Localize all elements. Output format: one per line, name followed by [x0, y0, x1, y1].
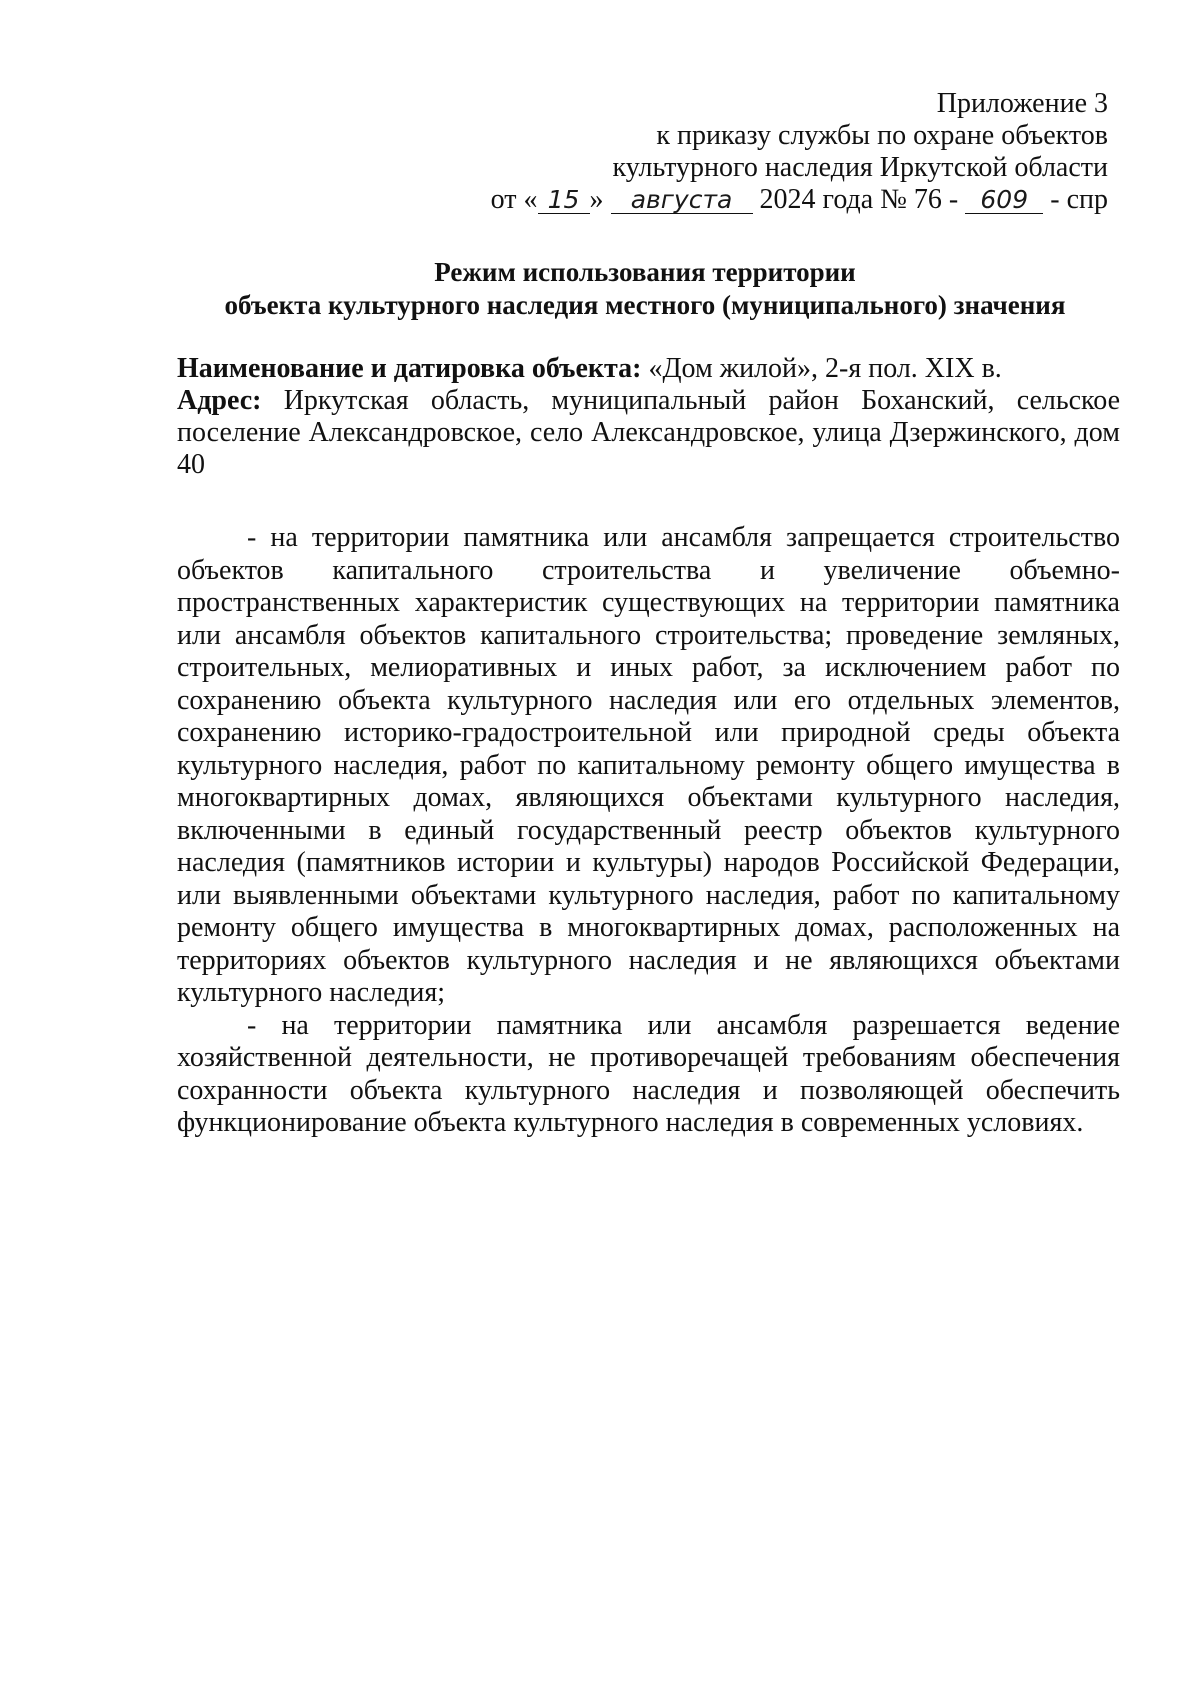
object-address-row	[177, 385, 1120, 481]
appendix-number: Приложение 3	[936, 88, 1108, 119]
object-address-label: Адрес:	[177, 385, 262, 416]
doc-suffix: - спр	[1050, 184, 1108, 215]
date-prefix: от «	[490, 184, 538, 215]
object-name-label: Наименование и датировка объекта:	[177, 353, 642, 384]
handwritten-doc-number: 609	[965, 187, 1043, 214]
document-title	[170, 256, 1120, 322]
object-name-row	[177, 353, 1120, 385]
handwritten-day: 15	[538, 187, 590, 214]
appendix-authority: культурного наследия Иркутской области	[612, 152, 1108, 183]
usage-regime-text	[177, 522, 1120, 1140]
title-line-2: объекта культурного наследия местного (муниципального) значения	[224, 290, 1066, 320]
title-line-1: Режим использования территории	[434, 257, 856, 287]
appendix-order-ref: к приказу службы по охране объектов	[656, 120, 1108, 151]
permissions-paragraph: - на территории памятника или ансамбля разрешается ведение хозяйственной деятельности, не противоречащей требованиям обеспечения сохранности объекта культурного наследия и позволяющей обеспечить функционирование объекта культурного наследия в современных условиях.	[177, 1009, 1120, 1138]
handwritten-month: августа	[611, 187, 753, 214]
order-date-line	[491, 184, 1108, 216]
prohibitions-paragraph: - на территории памятника или ансамбля запрещается строительство объектов капитального строительства и увеличение объемно-пространственных характеристик существующих на территории памятника или ансамбля объектов капитального строительства; проведение земляных, строительных, мелиоративных и иных работ, за исключением работ по сохранению объекта культурного наследия или его отдельных элементов, сохранению историко-градостроительной или природной среды объекта культурного наследия, работ по капитальному ремонту общего имущества в многоквартирных домах, являющихся объектами культурного наследия, включенными в единый государственный реестр объектов культурного наследия (памятников истории и культуры) народов Российской Федерации, или выявленными объектами культурного наследия, работ по капитальному ремонту общего имущества в многоквартирных домах, расположенных на территориях объектов культурного наследия и не являющихся объектами культурного наследия;	[177, 522, 1120, 1008]
object-meta	[177, 353, 1120, 481]
object-name-value: «Дом жилой», 2-я пол. XIX в.	[648, 353, 1002, 384]
object-address-value: Иркутская область, муниципальный район Боханский, сельское поселение Александровское, село Александровское, улица Дзержинского, дом 40	[177, 385, 1121, 480]
date-year-number: 2024 года № 76 -	[759, 184, 959, 215]
date-mid: »	[589, 184, 604, 215]
appendix-header	[491, 88, 1108, 216]
